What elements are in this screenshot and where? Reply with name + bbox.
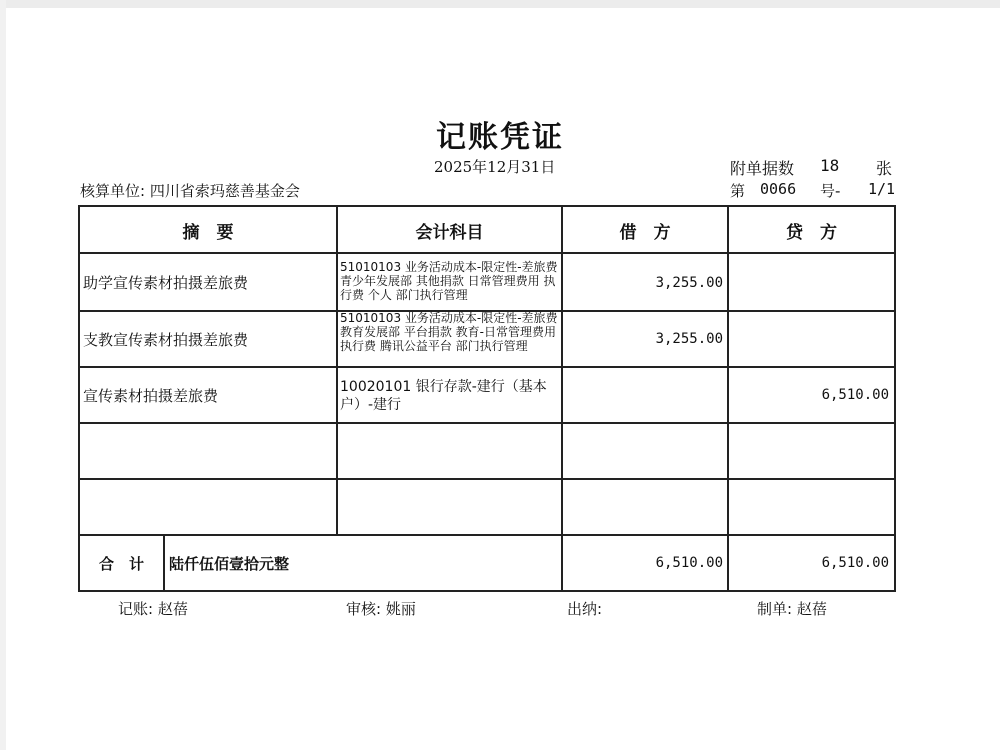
table-row-summary: 助学宣传素材拍摄差旅费 xyxy=(83,274,249,292)
reviewer-label: 审核: xyxy=(346,600,382,618)
table-row-summary: 宣传素材拍摄差旅费 xyxy=(83,387,219,405)
number-suffix: 号- xyxy=(820,182,841,200)
cashier-signature xyxy=(567,598,602,619)
number-value: 0066 xyxy=(760,180,797,198)
table-row-account: 51010103 业务活动成本-限定性-差旅费 青少年发展部 其他捐款 日常管理费用 执行费 个人 部门执行管理 xyxy=(340,260,558,302)
header-credit: 贷 方 xyxy=(786,223,837,243)
table-row-summary: 支教宣传素材拍摄差旅费 xyxy=(83,331,249,349)
table-border xyxy=(78,205,896,207)
table-row-account: 51010103 业务活动成本-限定性-差旅费 教育发展部 平台捐款 教育-日常管理费用 执行费 腾讯公益平台 部门执行管理 xyxy=(340,311,558,353)
unit-label: 核算单位: xyxy=(80,182,146,200)
bookkeeper-name: 赵蓓 xyxy=(157,600,188,618)
total-label: 合 计 xyxy=(98,555,144,573)
preparer-label: 制单: xyxy=(757,600,793,618)
bookkeeper-label: 记账: xyxy=(118,600,154,618)
voucher-title: 记账凭证 xyxy=(436,120,564,155)
table-border xyxy=(78,422,896,424)
reviewer-name: 姚丽 xyxy=(385,600,416,618)
header-debit: 借 方 xyxy=(619,223,671,243)
table-border xyxy=(78,205,80,592)
attachments-label: 附单据数 xyxy=(730,159,795,178)
header-account: 会计科目 xyxy=(415,223,484,243)
page-indicator: 1/1 xyxy=(868,180,896,198)
cashier-label: 出纳: xyxy=(567,600,603,618)
table-row-debit: 3,255.00 xyxy=(655,275,723,291)
total-credit: 6,510.00 xyxy=(821,555,889,571)
table-border xyxy=(78,366,896,368)
table-row-account: 10020101 银行存款-建行（基本户）-建行 xyxy=(340,379,547,413)
table-border xyxy=(561,205,563,592)
table-border xyxy=(78,478,896,480)
table-border xyxy=(78,252,896,254)
attachments-unit: 张 xyxy=(876,159,893,178)
table-border xyxy=(78,590,896,592)
preparer-name: 赵蓓 xyxy=(796,600,827,618)
table-border xyxy=(894,205,896,592)
bookkeeper-signature xyxy=(118,598,188,619)
attachments-count: 18 xyxy=(820,156,840,175)
number-prefix: 第 xyxy=(730,182,746,200)
table-border xyxy=(163,534,165,592)
unit-name: 四川省索玛慈善基金会 xyxy=(149,182,300,200)
total-amount-in-words: 陆仟伍佰壹拾元整 xyxy=(169,555,290,573)
table-row-credit: 6,510.00 xyxy=(821,387,889,403)
table-border xyxy=(336,205,338,536)
table-row-debit: 3,255.00 xyxy=(655,331,723,347)
header-summary: 摘 要 xyxy=(182,223,234,243)
preparer-signature xyxy=(757,598,827,619)
total-debit: 6,510.00 xyxy=(655,555,723,571)
table-border xyxy=(727,205,729,592)
table-border xyxy=(78,534,896,536)
reviewer-signature xyxy=(346,598,416,619)
voucher-date: 2025年12月31日 xyxy=(434,158,556,176)
